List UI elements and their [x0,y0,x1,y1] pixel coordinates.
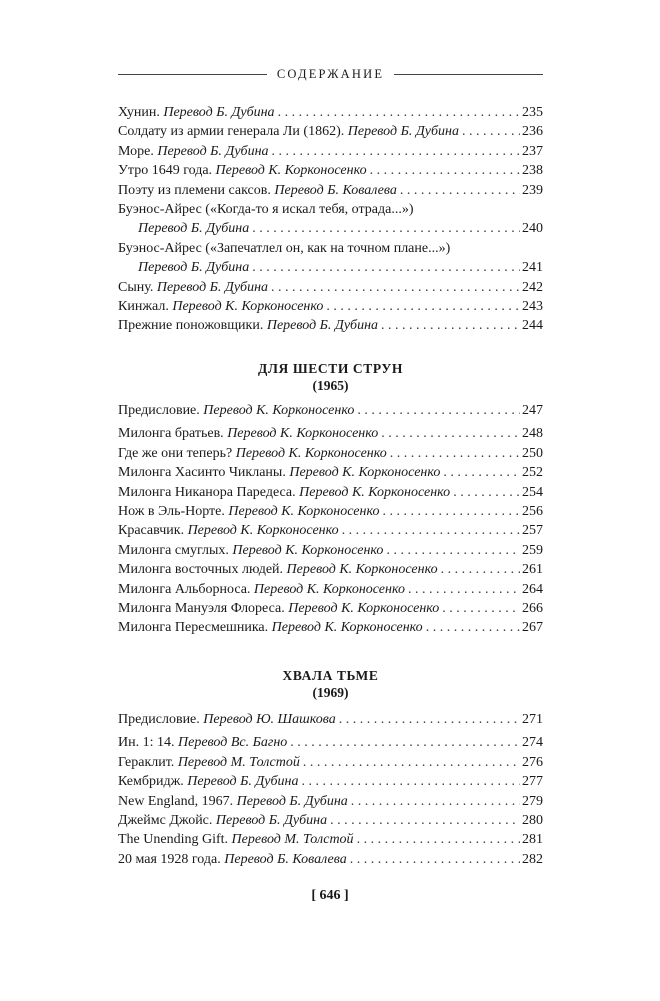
entry-translator: Перевод К. Корконосенко [228,504,380,520]
entry-translator: Перевод Б. Дубина [138,260,250,276]
entry-translator: Перевод Б. Дубина [236,793,348,809]
entry-page: 261 [522,562,543,578]
entry-title: Солдату из армии генерала Ли (1862). [118,124,345,140]
entry-translator: Перевод К. Корконосенко [286,562,438,578]
entry-translator: Перевод К. Корконосенко [289,465,441,481]
toc-section-in-praise-of-darkness [118,710,543,869]
toc-entry [118,316,543,335]
dot-leader [326,297,520,316]
section-title: ДЛЯ ШЕСТИ СТРУН [257,361,403,376]
entry-page: 244 [522,318,543,334]
running-head-title: СОДЕРЖАНИЕ [276,66,385,81]
entry-title: Милонга Никанора Паредеса. [118,484,296,500]
dot-leader [390,444,520,463]
entry-title: New England, 1967. [118,793,234,809]
toc-entry [118,444,543,463]
dot-leader [453,483,520,502]
entry-page: 281 [522,832,543,848]
entry-translator: Перевод Б. Дубина [187,774,299,790]
entry-page: 276 [522,754,543,770]
toc-entry [118,541,543,560]
entry-title: Милонга братьев. [118,426,224,442]
dot-leader [443,463,520,482]
entry-page: 242 [522,279,543,295]
toc-entry [118,424,543,443]
toc-entry [118,219,543,238]
entry-title: Буэнос-Айрес («Когда-то я искал тебя, отрада...») [118,202,414,218]
entry-title: Красавчик. [118,523,185,539]
entry-title: Хунин. [118,105,160,120]
entry-translator: Перевод Б. Дубина [163,105,275,120]
entry-title: Поэту из племени саксов. [118,182,271,198]
dot-leader [342,521,520,540]
dot-leader [357,830,520,849]
entry-title: 20 мая 1928 года. [118,851,221,867]
entry-translator: Перевод Б. Дубина [157,143,269,159]
entry-page: 267 [522,620,543,636]
entry-page: 238 [522,163,543,179]
dot-leader [381,316,520,335]
entry-page: 259 [522,542,543,558]
section-year: (1969) [312,685,349,700]
toc-entry [118,753,543,772]
toc-entry-title-line [118,239,543,258]
dot-leader [442,599,520,618]
entry-translator: Перевод Ю. Шашкова [203,712,336,727]
toc-entry [118,463,543,482]
entry-page: 271 [522,712,543,727]
entry-page: 247 [522,403,543,418]
entry-page: 243 [522,299,543,315]
entry-translator: Перевод Б. Дубина [215,813,328,829]
entry-translator: Перевод К. Корконосенко [227,426,379,442]
entry-page: 256 [522,504,543,520]
entry-page: 236 [522,124,543,140]
dot-leader [350,850,520,869]
dot-leader [400,181,520,200]
dot-leader [462,122,520,141]
entry-page: 239 [522,182,543,198]
entry-title: Кембридж. [118,774,184,790]
toc-entry [118,580,543,599]
entry-translator: Перевод Вс. Багно [178,735,288,751]
toc-entry [118,792,543,811]
entry-translator: Перевод Б. Дубина [156,279,269,295]
dot-leader [278,103,520,122]
entry-page: 257 [522,523,543,539]
entry-title: Милонга Пересмешника. [118,620,269,636]
entry-translator: Перевод Б. Ковалева [224,851,347,867]
toc-entry [118,811,543,830]
entry-page: 280 [522,813,543,829]
entry-translator: Перевод К. Корконосенко [187,523,339,539]
entry-page: 254 [522,484,543,500]
entry-page: 250 [522,445,543,461]
entry-translator: Перевод Б. Дубина [347,124,459,140]
entry-translator: Перевод Б. Ковалева [274,182,397,198]
entry-translator: Перевод К. Корконосенко [299,484,451,500]
entry-title: Нож в Эль-Норте. [118,504,225,520]
entry-page: 266 [522,601,543,617]
entry-title: The Unending Gift. [118,832,229,848]
entry-page: 277 [522,774,543,790]
entry-translator: Перевод К. Корконосенко [203,403,355,418]
entry-translator: Перевод М. Толстой [177,754,300,770]
dot-leader [386,541,520,560]
toc-section-six-strings [118,401,543,638]
toc-entry [118,278,543,297]
entry-title: Буэнос-Айрес («Запечатлел он, как на точном плане...») [118,240,451,256]
dot-leader [426,618,520,637]
entry-translator: Перевод К. Корконосенко [288,601,440,617]
toc-entry [118,142,543,161]
toc-entry [118,161,543,180]
toc-entry-preface [118,401,543,420]
toc-entry [118,599,543,618]
dot-leader [351,792,520,811]
entry-title: Прежние поножовщики. [118,318,264,334]
entry-page: 240 [522,221,543,237]
dot-leader [441,560,520,579]
toc-entry-preface [118,710,543,729]
entry-title: Сыну. [118,279,154,295]
page-number: [ 646 ] [311,888,349,903]
entry-title: Утро 1649 года. [118,163,213,179]
entry-title: Море. [118,143,154,159]
toc-entry [118,521,543,540]
running-head [118,66,543,82]
entry-page: 248 [522,426,543,442]
dot-leader [330,811,520,830]
entry-page: 235 [522,105,543,120]
toc-entry [118,850,543,869]
entry-title: Гераклит. [118,754,175,770]
dot-leader [252,219,520,238]
entry-translator: Перевод К. Корконосенко [172,299,324,315]
dot-leader [408,580,520,599]
entry-translator: Перевод К. Корконосенко [235,445,387,461]
section-title: ХВАЛА ТЬМЕ [282,668,379,683]
entry-title: Милонга смуглых. [118,542,229,558]
dot-leader [303,753,520,772]
toc-entry [118,483,543,502]
entry-title: Джеймс Джойс. [118,813,213,829]
entry-page: 264 [522,581,543,597]
toc-entry [118,733,543,752]
dot-leader [271,278,520,297]
running-head-rule-right [394,74,543,75]
entry-page: 279 [522,793,543,809]
dot-leader [272,142,520,161]
toc-entry-title-line [118,200,543,219]
toc-entry [118,830,543,849]
entry-translator: Перевод К. Корконосенко [271,620,423,636]
entry-title: Ин. 1: 14. [118,735,175,751]
entry-translator: Перевод М. Толстой [231,832,354,848]
entry-translator: Перевод Б. Дубина [138,221,250,237]
entry-translator: Перевод Б. Дубина [266,318,379,334]
dot-leader [290,733,520,752]
dot-leader [370,161,520,180]
section-year: (1965) [312,378,349,393]
entry-page: 282 [522,851,543,867]
entry-page: 241 [522,260,543,276]
toc-entry [118,181,543,200]
dot-leader [252,258,520,277]
toc-entry [118,560,543,579]
toc-entry [118,618,543,637]
toc-entry [118,772,543,791]
entry-translator: Перевод К. Корконосенко [253,581,405,597]
dot-leader [357,401,520,420]
entry-title: Милонга Альборноса. [118,581,251,597]
section-heading-in-praise-of-darkness [118,667,543,701]
toc-entry [118,258,543,277]
entry-title: Предисловие. [118,403,200,418]
entry-title: Кинжал. [118,299,169,315]
toc-entry [118,297,543,316]
entry-page: 237 [522,143,543,159]
toc-entry [118,122,543,141]
toc-entry [118,502,543,521]
entry-translator: Перевод К. Корконосенко [232,542,384,558]
entry-translator: Перевод К. Корконосенко [215,163,367,179]
section-heading-six-strings [118,360,543,394]
dot-leader [381,424,520,443]
toc-section-continuation [118,103,543,336]
dot-leader [382,502,520,521]
toc-entry [118,103,543,122]
entry-title: Где же они теперь? [118,445,233,461]
dot-leader [339,710,520,729]
entry-page: 274 [522,735,543,751]
running-head-rule-left [118,74,267,75]
entry-title: Милонга восточных людей. [118,562,284,578]
dot-leader [302,772,521,791]
entry-title: Предисловие. [118,712,200,727]
entry-title: Милонга Мануэля Флореса. [118,601,285,617]
entry-page: 252 [522,465,543,481]
entry-title: Милонга Хасинто Чикланы. [118,465,286,481]
